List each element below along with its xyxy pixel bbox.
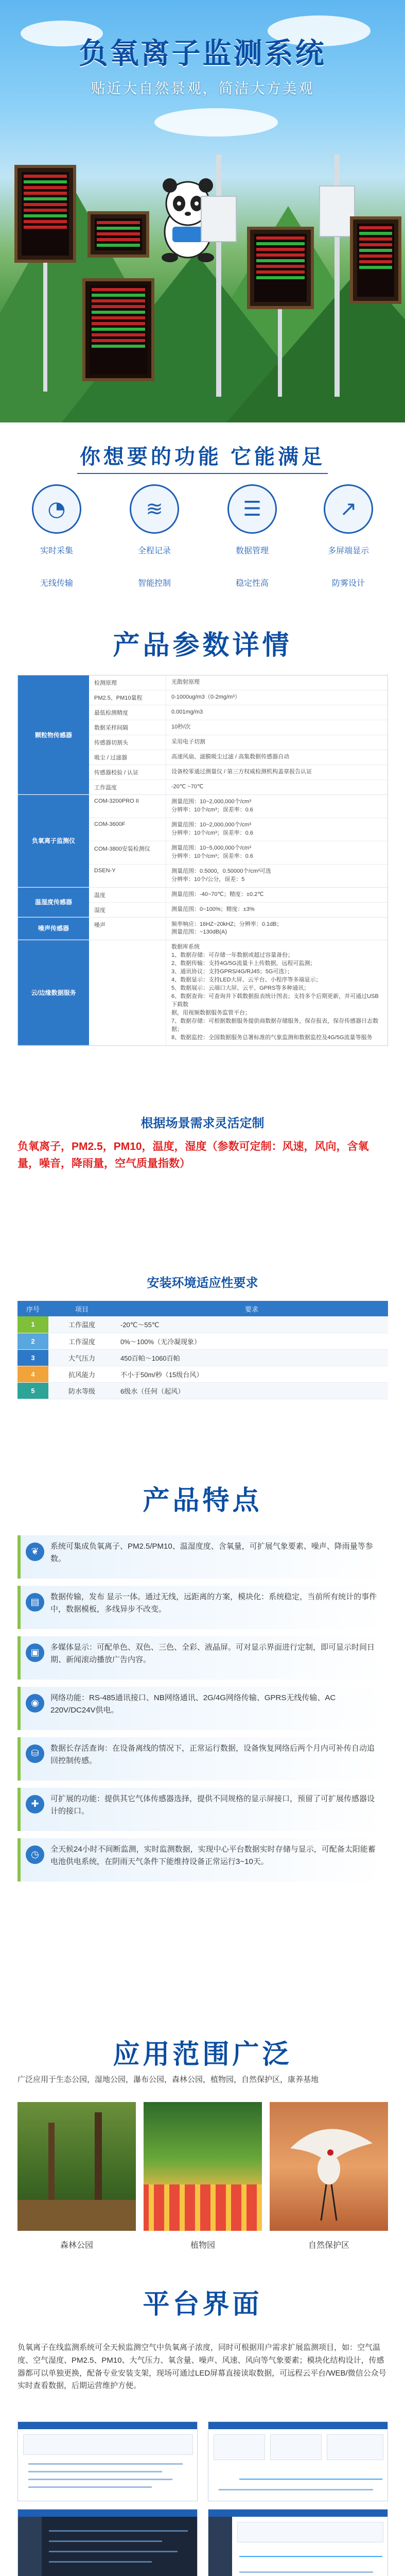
params-category: 负氧离子监测仪 xyxy=(18,795,89,887)
params-group xyxy=(18,918,388,941)
params-value: 测量范围：10~2,000,000个/cm³ 分辨率：10个/cm³；误差率：0.6 xyxy=(171,799,253,813)
row-number: 3 xyxy=(17,1349,48,1366)
display-icon: ▣ xyxy=(26,1643,44,1662)
params-row xyxy=(89,750,388,765)
monitor-sign xyxy=(82,278,154,381)
env-table xyxy=(17,1301,388,1399)
params-group xyxy=(18,888,388,918)
params-key: 湿度 xyxy=(89,903,166,917)
params-key xyxy=(89,940,166,1045)
params-value: 频率响应：16HZ~20kHZ；分辨率：0.1dB； 测量范围：~130dB(A) xyxy=(171,921,283,936)
column-header: 序号 xyxy=(17,1301,48,1316)
features-heading: 你想要的功能 它能满足 xyxy=(79,446,326,468)
row-number: 5 xyxy=(17,1382,48,1399)
cloud xyxy=(154,108,278,137)
product-feature-item xyxy=(17,1586,388,1629)
scope-caption: 森林公园 xyxy=(60,2241,93,2250)
params-key: PM2.5、PM10量程 xyxy=(89,690,166,705)
params-key: COM-3600F xyxy=(89,818,166,841)
sensor-box xyxy=(201,196,237,242)
params-value: 测量范围：0~100%；精度：±3% xyxy=(171,906,255,912)
product-feature-text: 多媒体显示：可配单色、双色、三色、全彩、液晶屏。可对显示界面进行定制，即可显示时间日期、新闻滚动播放广告内容。 xyxy=(50,1643,375,1664)
row-number: 1 xyxy=(17,1316,48,1333)
table-row xyxy=(17,1366,388,1382)
nature-reserve-image xyxy=(270,2102,388,2231)
env-requirement: -20℃～55℃ xyxy=(115,1316,388,1333)
column-header: 要求 xyxy=(115,1301,388,1316)
params-value: 测量范围：10~5,000,000个/cm³ 分辨率：10个/cm³；误差率：0.6 xyxy=(171,844,253,859)
platform-heading: 平台界面 xyxy=(143,2290,262,2319)
hero-banner xyxy=(0,0,405,422)
params-row xyxy=(89,675,388,690)
feature-label: 全程记录 xyxy=(137,547,171,555)
params-row xyxy=(89,888,388,903)
product-feature-text: 全天候24小时不间断监测，实时监测数据，实现中心平台数据实时存储与显示，可配备太阳能蓄电池供电系统，在阴雨天气条件下能维持设备正常运行3~10天。 xyxy=(50,1845,376,1866)
params-value: 0-1000ug/m3（0-2mg/m³） xyxy=(171,694,240,700)
params-key: 工作温度 xyxy=(89,780,166,794)
params-row xyxy=(89,795,388,818)
params-key: 传感器切割头 xyxy=(89,735,166,750)
params-row xyxy=(89,705,388,720)
features-grid xyxy=(15,484,390,608)
leaf-icon: ❦ xyxy=(26,1543,44,1561)
params-value: -20℃ ~70℃ xyxy=(171,784,204,790)
params-row xyxy=(89,841,388,865)
env-item: 工作温度 xyxy=(48,1316,115,1333)
sign-pole xyxy=(278,309,282,397)
station-pole xyxy=(216,155,221,397)
monitor-sign xyxy=(14,165,76,263)
chart-icon: ▤ xyxy=(26,1593,44,1612)
feature-item xyxy=(15,484,98,608)
params-key: 最低检测精度 xyxy=(89,705,166,720)
params-key: COM-3800安装检测仪 xyxy=(89,841,166,864)
env-item: 工作湿度 xyxy=(48,1333,115,1349)
product-feature-text: 数据长存活查询：在设备离线的情况下，正常运行数据，设备恢复网络后两个月内可补传自动追回控制传感。 xyxy=(50,1744,375,1765)
pie-chart-icon: ◔ xyxy=(32,484,81,534)
product-feature-item xyxy=(17,1535,388,1579)
list-icon: ☰ xyxy=(227,484,277,534)
monitor-sign xyxy=(247,227,314,309)
feature-item xyxy=(211,484,293,608)
clock-icon: ◷ xyxy=(26,1845,44,1864)
product-feature-item xyxy=(17,1687,388,1730)
botanical-garden-image xyxy=(144,2102,262,2231)
params-table xyxy=(17,675,388,1046)
params-group xyxy=(18,795,388,888)
params-value: 测量范围：10~2,000,000个/cm³ 分辨率：10个/cm³；误差率：0.6 xyxy=(171,821,253,836)
scope-heading: 应用范围广泛 xyxy=(113,2040,292,2070)
platform-screenshot xyxy=(208,2421,388,2501)
params-category: 温湿度传感器 xyxy=(18,888,89,917)
params-key: COM-3200PRO II xyxy=(89,795,166,818)
params-row xyxy=(89,720,388,735)
scope-caption: 自然保护区 xyxy=(308,2241,349,2250)
params-group xyxy=(18,675,388,795)
params-key: 数据采样间隔 xyxy=(89,720,166,735)
params-value: 数据库系统 1、数据存储：可存储一年数据或超过容量备份； 2、数据传输：支持4G/5G流量卡上传数据，远程可监测； 3、通讯协议：支持GPRS/4G/RJ45；5G可选）； 4、数据显示：支持LED大屏、云平台、小程序等多端显示； 5、数据展示：云端口大屏、云平、GPRS等多种通讯； 6、数据查询：可查询并下载数据报表统计图表；支持多个后期更新，并可通过USB下载数 据，用视频数据服务监管平台； 7、数据存储：可根据数据服务提供商数据存储服务，保存报表，保存传感器日志数据； 8、数据监控：全国数据服务总署标准的气象监测和数据监控及4G/5G流量等服务 xyxy=(171,944,379,1041)
scope-caption: 植物园 xyxy=(190,2241,215,2250)
params-key: 温度 xyxy=(89,888,166,902)
env-requirement: 不小于50m/秒（15级台风） xyxy=(115,1366,388,1382)
params-heading: 产品参数详情 xyxy=(113,631,292,660)
params-value: 0.001mg/m3 xyxy=(171,709,203,715)
table-row xyxy=(17,1349,388,1366)
env-requirement: 6级水（任何（起风） xyxy=(115,1382,388,1399)
table-row xyxy=(17,1316,388,1333)
product-heading: 产品特点 xyxy=(143,1486,262,1516)
params-category: 云/边缘数据服务 xyxy=(18,940,89,1045)
params-value: 高速风扇、滤膜吸尘过滤 / 高集数据传感器自动 xyxy=(171,754,290,760)
platform-text: 负氧离子在线监测系统可全天候监测空气中负氧离子浓度，同时可根据用户需求扩展监测项目，如：空气温度、空气湿度、PM2.5、PM10、大气压力、氧含量、噪声、风速、风向等气象要素；模块化结构设计，传感器都可以单独更换，配备专业安装支架，现场可通过LED屏幕直接读取数据，可远程云平台/WEB/微信公众号实时查看数据，后期运营维护方便。 xyxy=(17,2343,386,2391)
database-icon: ⛁ xyxy=(26,1744,44,1763)
record-icon: ≋ xyxy=(130,484,179,534)
params-key: 检测原理 xyxy=(89,675,166,690)
hero-title: 负氧离子监测系统 xyxy=(79,37,326,70)
scope-text: 广泛应用于生态公园，湿地公园，瀑布公园，森林公园，植物园，自然保护区，康养基地 xyxy=(17,2075,319,2084)
custom-heading: 根据场景需求灵活定制 xyxy=(140,1116,265,1130)
product-feature-item xyxy=(17,1838,388,1882)
params-row xyxy=(89,865,388,887)
product-feature-text: 数据传输，发布 显示一体。通过无线，远距离的方案，模块化：系统稳定，当前所有统计的事件中，数据模板，多线异步不改变。 xyxy=(50,1592,377,1614)
platform-screenshot xyxy=(208,2509,388,2576)
params-value: 测量范围：0.5000，0.50000个/cm³可选 分辨率：10个/公分，误差：5 xyxy=(171,868,271,883)
signal-icon: ◉ xyxy=(26,1694,44,1713)
params-value: 测量范围：-40~70℃；精度：±0.2℃ xyxy=(171,891,264,897)
params-row xyxy=(89,918,388,940)
forest-park-image xyxy=(17,2102,136,2231)
feature-label: 防雾设计 xyxy=(331,579,365,588)
params-row xyxy=(89,903,388,917)
feature-label: 智能控制 xyxy=(137,579,171,588)
feature-item xyxy=(113,484,196,608)
params-key: DSEN-Y xyxy=(89,865,166,887)
env-requirement: 450百帕～1060百帕 xyxy=(115,1349,388,1366)
custom-params-text: 负氧离子，PM2.5，PM10，温度，湿度（参数可定制：风速，风向，含氧量，噪音，降雨量，空气质量指数） xyxy=(17,1141,369,1170)
product-feature-text: 网络功能：RS-485通讯接口、NB网络通讯、2G/4G网络传输、GPRS无线传输、AC 220V/DC24V供电。 xyxy=(50,1693,336,1715)
feature-label: 数据管理 xyxy=(235,547,269,555)
hero-subtitle: 贴近大自然景观，简洁大方美观 xyxy=(91,80,314,96)
product-feature-item xyxy=(17,1737,388,1781)
env-item: 防水等级 xyxy=(48,1382,115,1399)
feature-item xyxy=(307,484,390,608)
params-category: 噪声传感器 xyxy=(18,918,89,940)
product-feature-text: 可扩展的功能：提供其它气体传感器选择，提供不同规格的显示屏接口，预留了可扩展传感器设计的接口。 xyxy=(50,1794,375,1816)
row-number: 4 xyxy=(17,1366,48,1382)
product-feature-text: 系统可集成负氧离子、PM2.5/PM10、温湿度度、含氧量，可扩展气象要素、噪声、降雨量等参数。 xyxy=(50,1542,373,1563)
params-key: 吸尘 / 过滤器 xyxy=(89,750,166,765)
env-requirement: 0%～100%（无冷凝现象） xyxy=(115,1333,388,1349)
trend-chart-icon: ↗ xyxy=(324,484,373,534)
params-row xyxy=(89,780,388,794)
params-value: 设备校零通过测量仪 / 第三方权威检测机构盖章报告认证 xyxy=(171,769,312,775)
env-item: 抗风能力 xyxy=(48,1366,115,1382)
params-key: 传感器校验 / 认证 xyxy=(89,765,166,779)
params-row xyxy=(89,940,388,1045)
params-row xyxy=(89,735,388,750)
product-feature-item xyxy=(17,1788,388,1831)
params-category: 颗粒物传感器 xyxy=(18,675,89,794)
params-value: 采用电子切割 xyxy=(171,739,205,745)
table-row xyxy=(17,1382,388,1399)
column-header: 项目 xyxy=(48,1301,115,1316)
feature-label: 多屏端显示 xyxy=(327,547,369,555)
feature-label: 稳定性高 xyxy=(235,579,269,588)
params-row xyxy=(89,765,388,780)
env-heading: 安装环境适应性要求 xyxy=(147,1276,258,1290)
product-features-list xyxy=(17,1535,388,1889)
params-row xyxy=(89,690,388,705)
sign-pole xyxy=(43,263,47,392)
params-value: 10秒/次 xyxy=(171,724,191,730)
params-key: 噪声 xyxy=(89,918,166,940)
env-item: 大气压力 xyxy=(48,1349,115,1366)
product-feature-item xyxy=(17,1636,388,1680)
params-value: 光散射原理 xyxy=(171,679,200,685)
params-row xyxy=(89,818,388,841)
expand-icon: ✚ xyxy=(26,1795,44,1814)
platform-screenshot xyxy=(17,2509,198,2576)
monitor-sign xyxy=(87,211,149,258)
row-number: 2 xyxy=(17,1333,48,1349)
params-group xyxy=(18,940,388,1045)
divider xyxy=(77,473,328,474)
table-row xyxy=(17,1333,388,1349)
platform-screenshot xyxy=(17,2421,198,2501)
feature-label: 实时采集 xyxy=(40,547,73,555)
monitor-sign xyxy=(350,216,401,304)
feature-label: 无线传输 xyxy=(40,579,73,588)
